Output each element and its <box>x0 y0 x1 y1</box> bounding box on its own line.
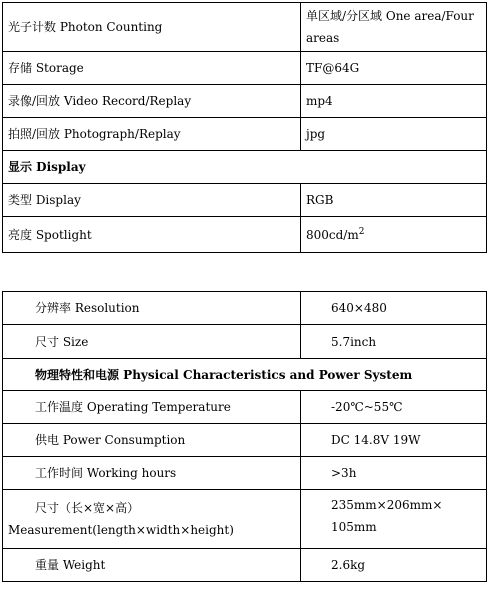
spec-table-top <box>2 2 487 253</box>
spec-label: 拍照/回放 Photograph/Replay <box>3 118 301 151</box>
spec-label: 类型 Display <box>3 184 301 217</box>
spec-label: 光子计数 Photon Counting <box>3 3 301 52</box>
section-header-row <box>3 359 487 391</box>
table-row <box>3 3 487 52</box>
spec-label: 分辨率 Resolution <box>3 292 301 325</box>
spec-value: 单区域/分区域 One area/Four areas <box>301 3 487 52</box>
unit-superscript: 2 <box>358 226 365 237</box>
spec-value: RGB <box>301 184 487 217</box>
spec-table-bottom <box>2 291 487 582</box>
table-row <box>3 424 487 457</box>
spec-value: mp4 <box>301 85 487 118</box>
spec-label: 存储 Storage <box>3 52 301 85</box>
spec-value: 5.7inch <box>301 325 487 359</box>
spec-value: 640×480 <box>301 292 487 325</box>
spec-label: 供电 Power Consumption <box>3 424 301 457</box>
brightness-value: 800cd/m <box>306 227 359 242</box>
table-row <box>3 457 487 490</box>
spec-value: TF@64G <box>301 52 487 85</box>
spec-label: 录像/回放 Video Record/Replay <box>3 85 301 118</box>
table-row <box>3 217 487 253</box>
table-row <box>3 549 487 582</box>
section-header-physical: 物理特性和电源 Physical Characteristics and Power System <box>3 359 487 391</box>
spec-label: 重量 Weight <box>3 549 301 582</box>
table-row <box>3 52 487 85</box>
table-row <box>3 292 487 325</box>
spec-label: 工作时间 Working hours <box>3 457 301 490</box>
spec-value: >3h <box>301 457 487 490</box>
table-row <box>3 118 487 151</box>
section-header-display: 显示 Display <box>3 151 487 184</box>
table-row <box>3 85 487 118</box>
spec-label: 尺寸 Size <box>3 325 301 359</box>
spec-label: 亮度 Spotlight <box>3 217 301 253</box>
spec-value: -20℃~55℃ <box>301 391 487 424</box>
spec-value <box>301 217 487 253</box>
table-row <box>3 325 487 359</box>
spec-value: 235mm×206mm× 105mm <box>301 490 487 549</box>
spec-value: jpg <box>301 118 487 151</box>
spec-value: DC 14.8V 19W <box>301 424 487 457</box>
table-row <box>3 490 487 549</box>
spec-label: 尺寸（长×宽×高）Measurement(length×width×height) <box>3 490 301 549</box>
section-header-row <box>3 151 487 184</box>
spec-value: 2.6kg <box>301 549 487 582</box>
table-row <box>3 391 487 424</box>
spec-label: 工作温度 Operating Temperature <box>3 391 301 424</box>
table-row <box>3 184 487 217</box>
